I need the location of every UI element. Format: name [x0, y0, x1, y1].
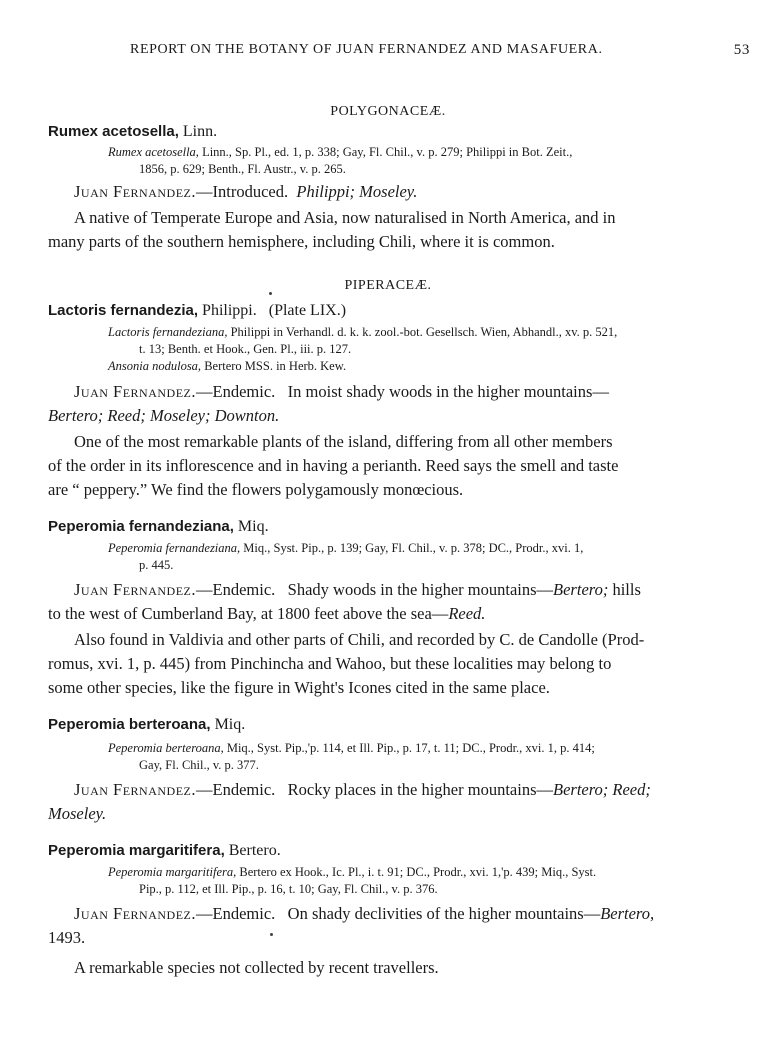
habitat: On shady declivities of the higher mountains— [287, 904, 601, 923]
status: —Introduced. [196, 182, 289, 201]
ref-synonym: Peperomia berteroana, [108, 741, 224, 755]
species-authority: Miq. [210, 716, 246, 733]
status: —Endemic. [196, 382, 276, 401]
ref-text: 1856, p. 629; Benth., Fl. Austr., v. p. 265. [139, 162, 346, 176]
species-authority: Philippi. [198, 302, 257, 319]
species-heading-peperomia-berteroana [48, 716, 245, 734]
print-speck [269, 292, 272, 295]
ref-text: Gay, Fl. Chil., v. p. 377. [139, 758, 259, 772]
locality: Juan Fernandez. [74, 580, 197, 599]
locality: Juan Fernandez. [74, 382, 197, 401]
ref-synonym: Ansonia nodulosa, [108, 359, 202, 373]
ref-text: Bertero ex Hook., Ic. Pl., i. t. 91; DC., Prodr., xvi. 1,'p. 439; Miq., Syst. [236, 865, 597, 879]
note-peperomia-margaritifera [48, 956, 724, 980]
locality: Juan Fernandez. [74, 182, 197, 201]
note-lactoris [48, 430, 724, 502]
page-number: 53 [733, 42, 750, 58]
status: —Endemic. [196, 580, 276, 599]
status: —Endemic. [196, 904, 276, 923]
text-line: of the order in its inflorescence and in having a perianth. Reed says the smell and taste [48, 456, 619, 475]
text-line: are “ peppery.” We find the flowers polygamously monœcious. [48, 480, 464, 499]
text-line: A remarkable species not collected by recent travellers. [74, 958, 439, 977]
distribution-peperomia-berteroana [48, 778, 724, 826]
ref-text: Linn., Sp. Pl., ed. 1, p. 338; Gay, Fl. Chil., v. p. 279; Philippi in Bot. Zeit., [198, 145, 573, 159]
text-line: Also found in Valdivia and other parts of Chili, and recorded by C. de Candolle (Prod- [74, 630, 645, 649]
references-peperomia-berteroana [108, 740, 730, 774]
species-name: Peperomia fernandeziana, [48, 518, 234, 535]
ref-synonym: Peperomia margaritifera, [108, 865, 237, 879]
collection-number: 1493. [48, 928, 86, 947]
ref-text: t. 13; Benth. et Hook., Gen. Pl., iii. p. 127. [139, 342, 352, 356]
species-heading-lactoris [48, 302, 346, 320]
family-heading-polygonaceae: POLYGONACEÆ. [330, 104, 446, 119]
species-authority: Miq. [233, 518, 269, 535]
distribution-peperomia-fernandeziana [48, 578, 724, 626]
locality: Juan Fernandez. [74, 904, 197, 923]
species-heading-peperomia-margaritifera [48, 842, 281, 860]
references-peperomia-fernandeziana [108, 540, 730, 574]
status: —Endemic. [196, 780, 276, 799]
collector: Bertero; [553, 580, 609, 599]
collector: Bertero, [600, 904, 655, 923]
species-heading-peperomia-fernandeziana [48, 518, 269, 536]
habitat: hills [608, 580, 641, 599]
text-line: some other species, like the figure in Wight's Icones cited in the same place. [48, 678, 550, 697]
habitat: In moist shady woods in the higher mountains— [287, 382, 609, 401]
distribution-lactoris [48, 380, 724, 428]
species-name: Lactoris fernandezia, [48, 302, 199, 319]
print-speck [270, 933, 273, 936]
species-name: Peperomia berteroana, [48, 716, 211, 733]
running-title: REPORT ON THE BOTANY OF JUAN FERNANDEZ AND MASAFUERA. [130, 42, 603, 57]
species-name: Rumex acetosella, [48, 123, 179, 140]
collector: Reed. [448, 604, 486, 623]
text-line: many parts of the southern hemisphere, including Chili, where it is common. [48, 232, 555, 251]
ref-text: Pip., p. 112, et Ill. Pip., p. 16, t. 10; Gay, Fl. Chil., v. p. 376. [139, 882, 438, 896]
habitat: Rocky places in the higher mountains— [287, 780, 553, 799]
ref-synonym: Peperomia fernandeziana, [108, 541, 241, 555]
ref-text: Miq., Syst. Pip.,'p. 114, et Ill. Pip., p. 17, t. 11; DC., Prodr., xvi. 1, p. 414; [223, 741, 595, 755]
ref-synonym: Rumex acetosella, [108, 145, 199, 159]
collectors: Bertero; Reed; [553, 780, 651, 799]
note-rumex [48, 206, 724, 254]
collectors: Philippi; Moseley. [296, 182, 418, 201]
species-name: Peperomia margaritifera, [48, 842, 225, 859]
ref-text: p. 445. [139, 558, 174, 572]
references-peperomia-margaritifera [108, 864, 730, 898]
collectors: Bertero; Reed; Moseley; Downton. [48, 406, 280, 425]
note-peperomia-fernandeziana [48, 628, 724, 700]
locality: Juan Fernandez. [74, 780, 197, 799]
references-rumex [108, 144, 730, 178]
species-authority: Bertero. [224, 842, 281, 859]
ref-text: Philippi in Verhandl. d. k. k. zool.-bot. Gesellsch. Wien, Abhandl., xv. p. 521, [227, 325, 618, 339]
distribution-rumex [48, 180, 724, 204]
plate-reference: (Plate LIX.) [268, 302, 347, 319]
ref-text: Miq., Syst. Pip., p. 139; Gay, Fl. Chil., v. p. 378; DC., Prodr., xvi. 1, [240, 541, 584, 555]
references-lactoris [108, 324, 730, 375]
text-line: One of the most remarkable plants of the island, differing from all other members [74, 432, 613, 451]
text-line: A native of Temperate Europe and Asia, now naturalised in North America, and in [74, 208, 616, 227]
text-line: romus, xvi. 1, p. 445) from Pinchincha and Wahoo, but these localities may belong to [48, 654, 612, 673]
species-authority: Linn. [178, 123, 218, 140]
ref-synonym: Lactoris fernandeziana, [108, 325, 228, 339]
species-heading-rumex [48, 123, 217, 141]
ref-text: Bertero MSS. in Herb. Kew. [201, 359, 347, 373]
habitat: Shady woods in the higher mountains— [287, 580, 554, 599]
collectors: Moseley. [48, 804, 107, 823]
habitat: to the west of Cumberland Bay, at 1800 feet above the sea— [48, 604, 449, 623]
distribution-peperomia-margaritifera [48, 902, 724, 950]
family-heading-piperaceae: PIPERACEÆ. [344, 278, 432, 293]
